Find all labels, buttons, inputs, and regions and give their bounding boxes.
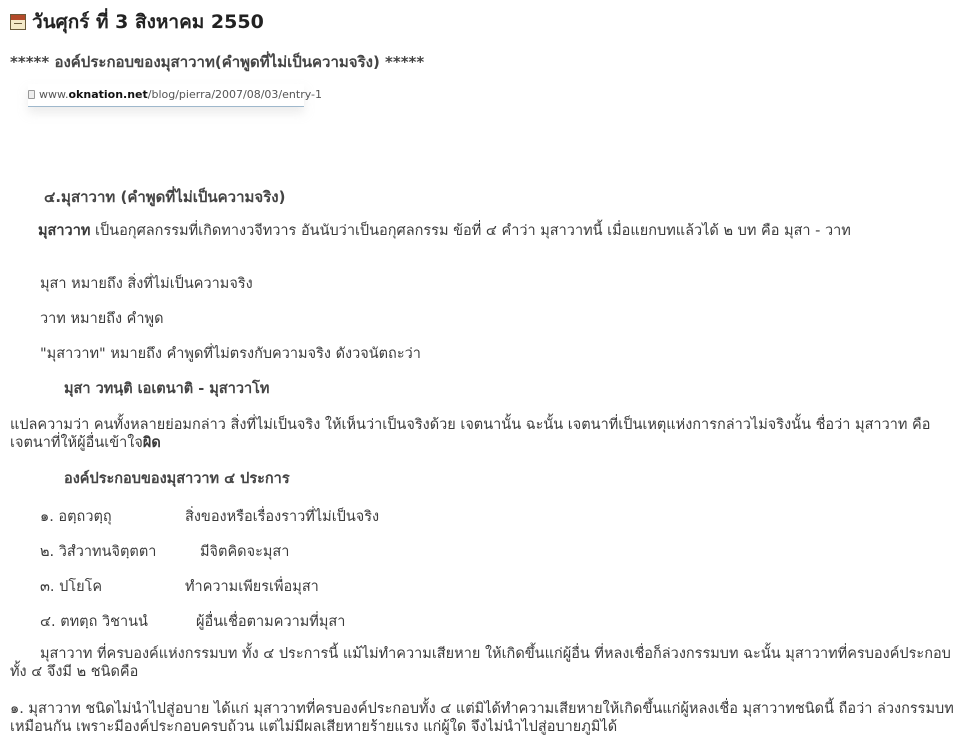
meaning-bold: ผิด — [142, 435, 161, 451]
component-num: ๔. ตทตฺถ วิชานนํ — [40, 614, 148, 630]
definition-musa: มุสา หมายถึง สิ่งที่ไม่เป็นความจริง — [40, 276, 253, 292]
url-domain: oknation.net — [68, 88, 148, 101]
url-prefix: www. — [39, 88, 69, 101]
meaning-text: แปลความว่า คนทั้งหลายย่อมกล่าว สิ่งที่ไม่เป็นจริง ให้เห็นว่าเป็นจริงด้วย เจตนานั้น ฉะนั้น เจตนาที่เป็นเหตุแห่งการกล่าวไม่จริงนั้น ชื่อว่า มุสาวาท คือเจตนาที่ให้ผู้อื่นเข้าใจ — [10, 417, 931, 451]
url-path: /blog/pierra/2007/08/03/entry-1 — [147, 88, 322, 101]
summary-paragraph: มุสาวาท ที่ครบองค์แห่งกรรมบท ทั้ง ๔ ประการนี้ แม้ไม่ทำความเสียหาย ให้เกิดขึ้นแก่ผู้อื่น ที่หลงเชื่อก็ล่วงกรรมบท ฉะนั้น มุสาวาทที่ครบองค์ประกอบทั้ง ๔ จึงมี ๒ ชนิดคือ — [10, 646, 951, 680]
meaning-paragraph — [10, 416, 955, 452]
pali-verse: มุสา วทนฺติ เอเตนาติ - มุสาวาโท — [64, 381, 270, 397]
post-header — [10, 9, 264, 35]
post-title: ***** องค์ประกอบของมุสาวาท(คำพูดที่ไม่เป็นความจริง) ***** — [10, 53, 425, 71]
intro-bold-term: มุสาวาท — [38, 223, 91, 239]
intro-text: เป็นอกุศลกรรมที่เกิดทางวจีทวาร อันนับว่าเป็นอกุศลกรรม ข้อที่ ๔ คำว่า มุสาวาทนี้ เมื่อแยกบทแล้วได้ ๒ บท คือ มุสา - วาท — [90, 223, 851, 239]
component-desc: สิ่งของหรือเรื่องราวที่ไม่เป็นจริง — [185, 509, 380, 525]
url-text — [39, 88, 322, 101]
component-item-3 — [40, 575, 319, 598]
component-num: ๒. วิสํวาทนจิตฺตตา — [40, 544, 157, 560]
post-date: วันศุกร์ ที่ 3 สิงหาคม 2550 — [32, 11, 264, 33]
type1-paragraph: ๑. มุสาวาท ชนิดไม่นำไปสู่อบาย ได้แก่ มุสาวาทที่ครบองค์ประกอบทั้ง ๔ แต่มิได้ทำความเสียหายให้เกิดขึ้นแก่ผู้หลงเชื่อ มุสาวาทชนิดนี้ ถือว่า ล่วงกรรมบท เหมือนกัน เพราะมีองค์ประกอบครบถ้วน แต่ไม่มีผลเสียหายร้ายแรง แก่ผู้ใด จึงไม่นำไปสู่อบายภูมิได้ — [10, 701, 954, 735]
component-num: ๑. อตฺถวตฺถุ — [40, 509, 112, 525]
component-num: ๓. ปโยโค — [40, 579, 103, 595]
component-desc: ทำความเพียรเพื่อมุสา — [185, 579, 319, 595]
intro-paragraph — [10, 222, 955, 240]
components-heading: องค์ประกอบของมุสาวาท ๔ ประการ — [64, 471, 290, 487]
url-image[interactable] — [28, 84, 322, 107]
component-desc: มีจิตคิดจะมุสา — [200, 544, 290, 560]
section-heading: ๔.มุสาวาท (คำพูดที่ไม่เป็นความจริง) — [44, 188, 286, 206]
definition-wat: วาท หมายถึง คำพูด — [40, 311, 164, 327]
component-item-4 — [40, 610, 346, 633]
component-item-2 — [40, 540, 290, 563]
definition-musawat: "มุสาวาท" หมายถึง คำพูดที่ไม่ตรงกับความจริง ดังวจนัตถะว่า — [40, 346, 421, 362]
component-item-1 — [40, 505, 380, 528]
page-icon — [28, 90, 35, 99]
calendar-icon — [10, 14, 26, 30]
component-desc: ผู้อื่นเชื่อตามความที่มุสา — [196, 614, 346, 630]
